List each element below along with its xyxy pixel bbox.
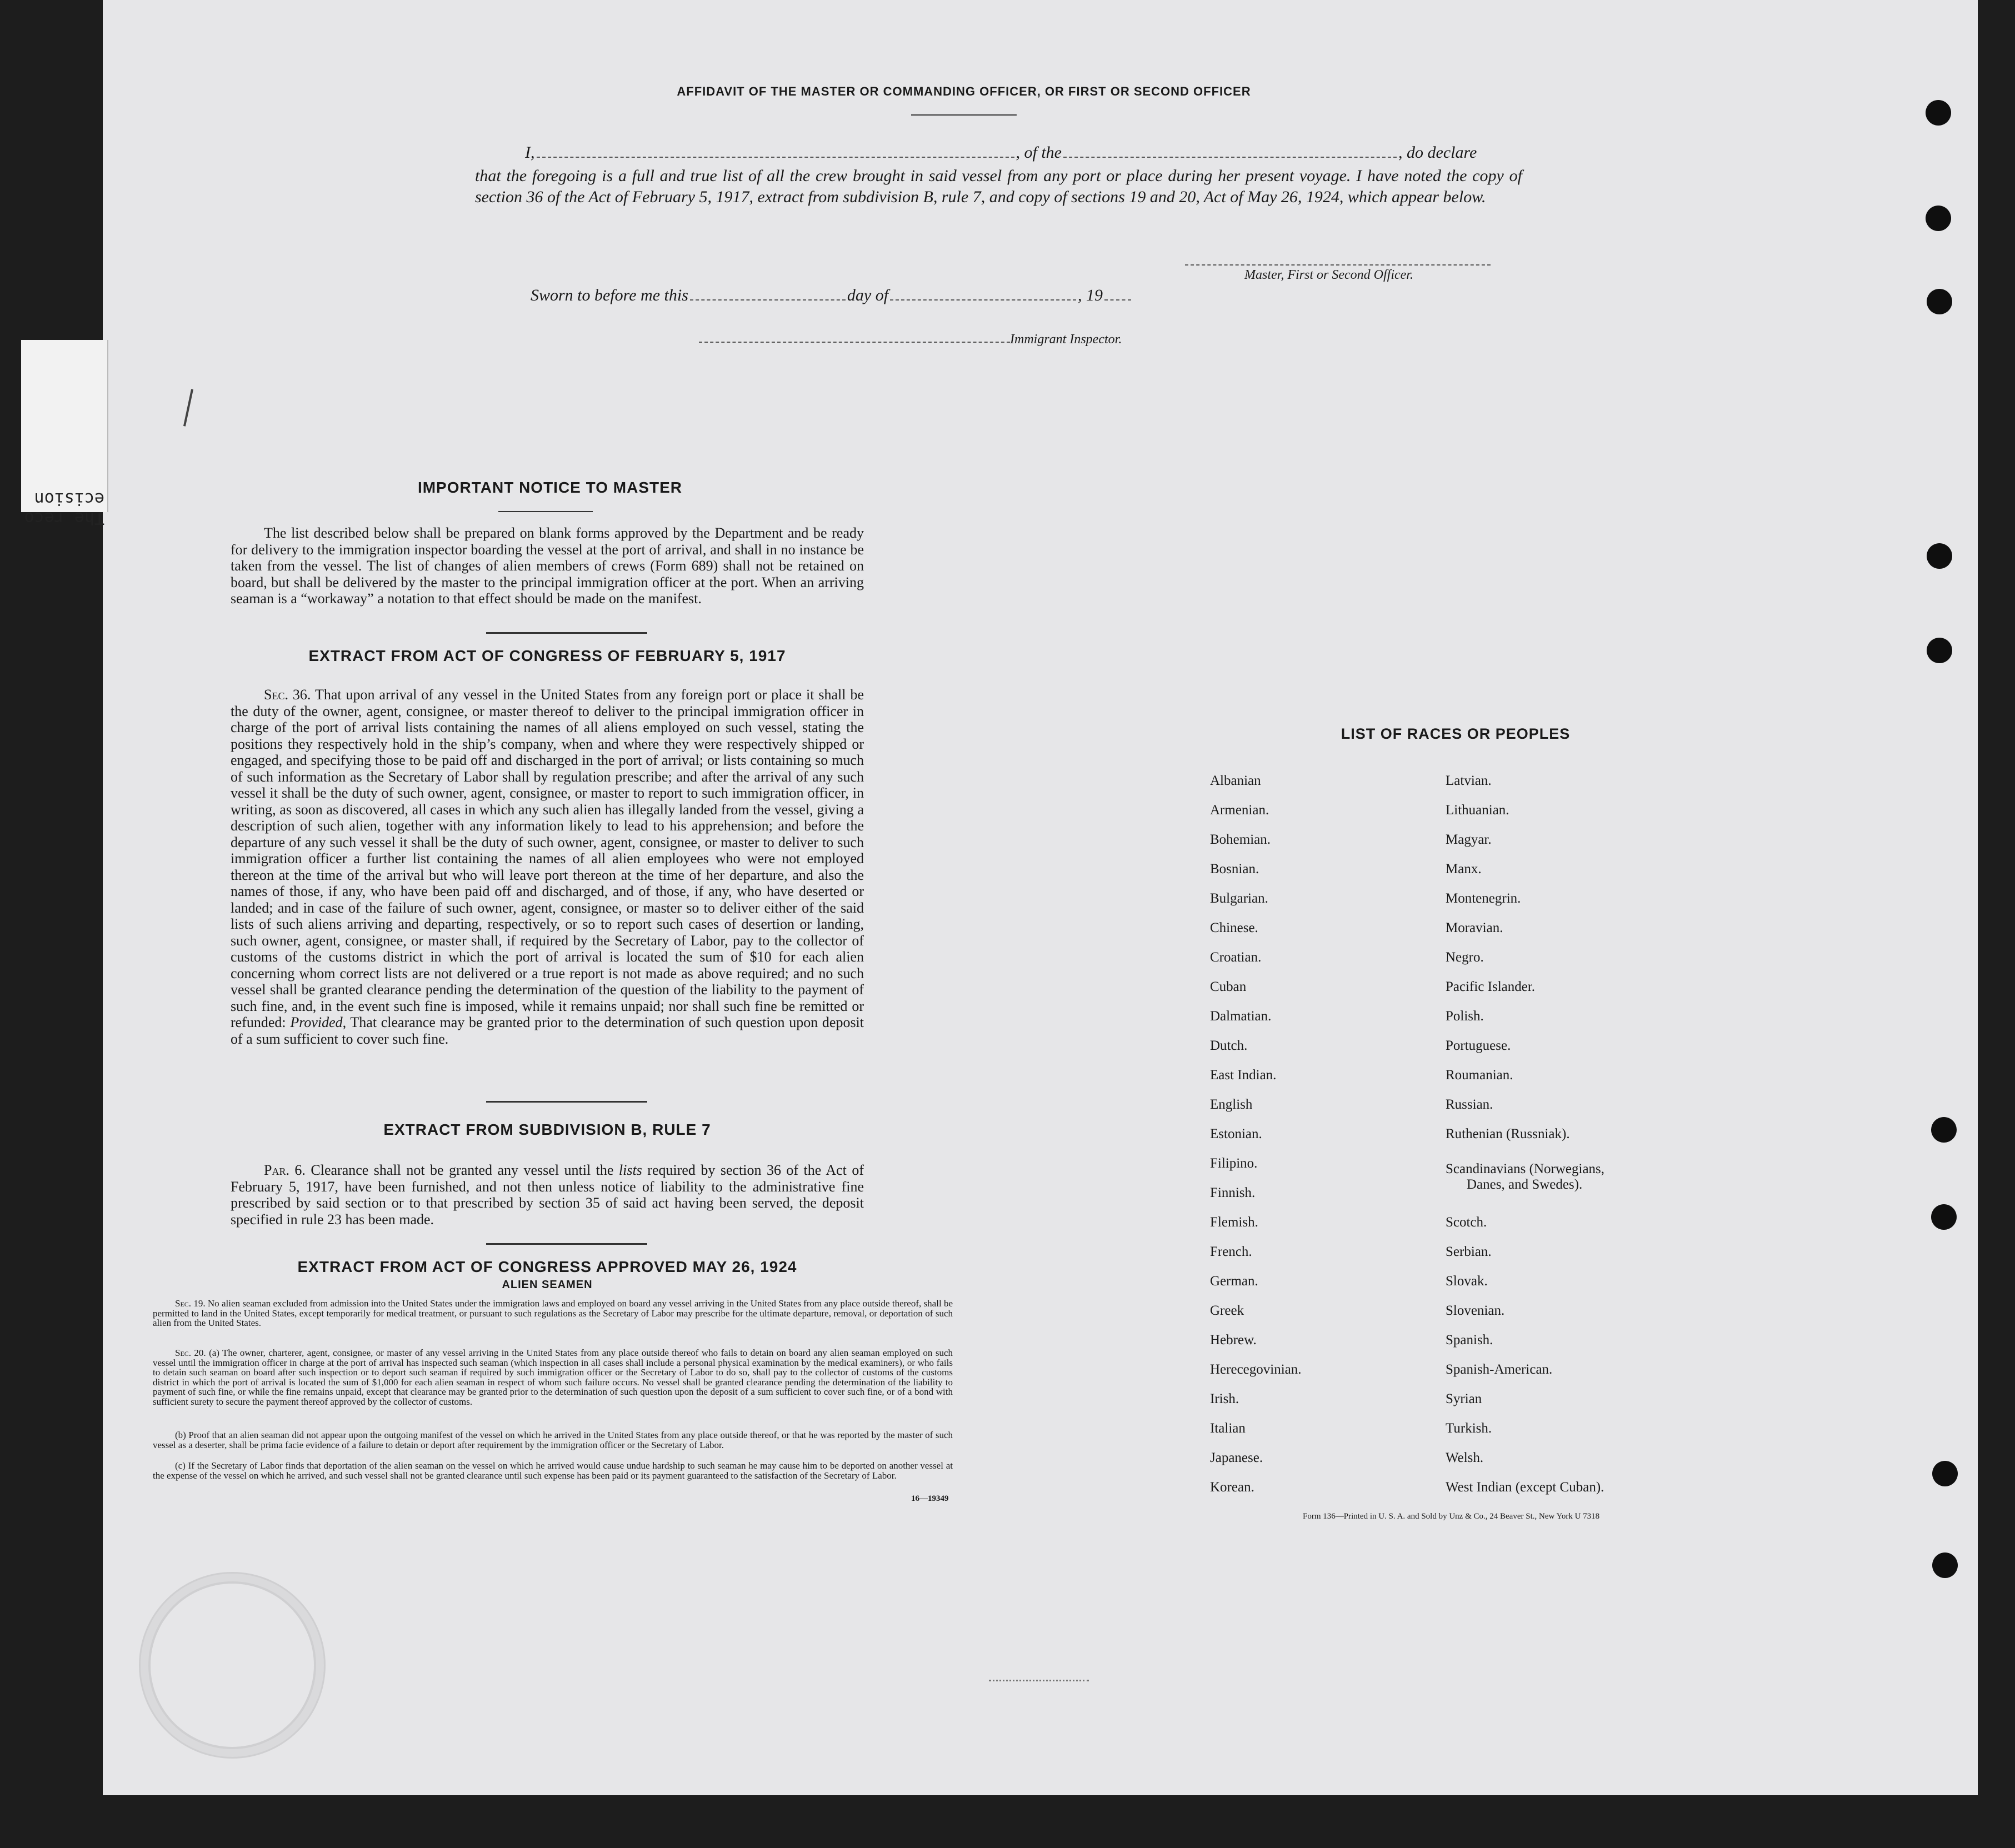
race-item: Roumanian. xyxy=(1446,1068,1513,1083)
affidavit-declaration-line xyxy=(525,143,1477,162)
race-item: Herecegovinian. xyxy=(1210,1362,1302,1377)
race-item: Albanian xyxy=(1210,773,1261,788)
race-item: Montenegrin. xyxy=(1446,891,1521,906)
race-item: Slovenian. xyxy=(1446,1303,1505,1318)
form-code: 16—19349 xyxy=(911,1494,949,1503)
sec-36-text-end: That clearance may be granted prior to the determination of such question upon deposit of a sum sufficient to cover such fine. xyxy=(231,1014,864,1047)
sec-19 xyxy=(153,1299,953,1328)
race-item: Irish. xyxy=(1210,1391,1239,1406)
race-item: Armenian. xyxy=(1210,803,1269,818)
race-item: Scandinavians (Norwegians, xyxy=(1446,1161,1605,1176)
race-item: Spanish-American. xyxy=(1446,1362,1553,1377)
race-item: Moravian. xyxy=(1446,920,1503,935)
race-item: Slovak. xyxy=(1446,1274,1488,1289)
race-item: Flemish. xyxy=(1210,1215,1258,1230)
inspector-caption: Immigrant Inspector. xyxy=(1010,332,1122,347)
vessel-blank[interactable] xyxy=(1063,154,1397,158)
race-item: Estonian. xyxy=(1210,1126,1262,1141)
race-item: Lithuanian. xyxy=(1446,803,1509,818)
punch-hole xyxy=(1926,100,1951,126)
tab-text-line: ecision xyxy=(34,489,104,508)
section-rule xyxy=(486,1101,647,1103)
race-item: Dutch. xyxy=(1210,1038,1248,1053)
races-title: LIST OF RACES OR PEOPLES xyxy=(1341,725,1571,742)
affidavit-title: AFFIDAVIT OF THE MASTER OR COMMANDING OFFICER, OR FIRST OR SECOND OFFICER xyxy=(677,84,1251,98)
sec-36-text: That upon arrival of any vessel in the United States from any foreign port or place it shall be the duty of the owner, agent, consignee, or master thereof to deliver to the principal immigration officer in charge of the port of arrival lists containing the names of all aliens employed on such vessel, stating the positions they respectively hold in the ship’s company, when and where they were respectively shipped or engaged, and specifying those to be paid off and discharged in the port of arrival; or lists containing so much of such information as the Secretary of Labor shall by regulation prescribe; and after the arrival of any such vessel it shall be the duty of such owner, agent, consignee, or master to report to such immigration officer, in writing, as soon as discovered, all cases in which any such alien has illegally landed from the vessel, giving a description of such alien, together with any information likely to lead to his apprehension; and before the departure of any such vessel it shall be the duty of such owner, agent, consignee, or master to deliver to such immigration officer a further list containing the names of all alien employees who were not employed thereon at the time of the arrival but who will leave port thereon at the time of her departure, and also the names of those, if any, who have been paid off and discharged, and of those, if any, who have deserted or landed; and in case of the failure of such owner, agent, consignee, or master so to deliver either of the said lists of such aliens arriving and departing, respectively, or so to report such cases of desertion or landing, such owner, agent, consignee, or master shall, if required by the Secretary of Labor, pay to the collector of customs of the customs district in which the port of arrival is located the sum of $10 for each alien concerning whom correct lists are not delivered or a true report is not made as above required; and no such vessel shall be granted clearance pending the determination of the question of the liability to the payment of such fine, and, in the event such fine is imposed, while it remains unpaid; nor shall such fine be remitted or refunded: xyxy=(231,687,864,1030)
tab-text xyxy=(21,489,104,528)
race-item: West Indian (except Cuban). xyxy=(1446,1480,1604,1495)
race-item: Bulgarian. xyxy=(1210,891,1268,906)
par-6-text: Clearance shall not be granted any vessel until the xyxy=(311,1162,614,1178)
notice-body: The list described below shall be prepared on blank forms approved by the Department and be ready for delivery to the immigration inspector boarding the vessel at the port of arrival, and shall in no instance be taken from the vessel. The list of changes of alien members of crews (Form 689) shall not be retained on board, but shall be delivered by the master to the principal immigration officer at the port. When an arriving seaman is a “workaway” a notation to that effect should be made on the manifest. xyxy=(231,525,864,607)
race-item: Magyar. xyxy=(1446,832,1492,847)
sec-20a-text: (a) The owner, charterer, agent, consignee, or master of any vessel arriving in the United States from any place outside thereof who fails to detain on board any alien seaman employed on such vessel until the immigration officer in charge at the port of arrival has inspected such seaman (which inspection in all cases shall include a personal physical examination by the medical examiners), or who fails to detain such seaman on board after such inspection or to deport such seaman if required by such immigration officer or the Secretary of Labor to do so, shall pay to the collector of customs of the customs district in which the port of arrival is located the sum of $1,000 for each alien seaman in respect of whom such failure occurs. No vessel shall be granted clearance pending the determination of the liability to payment of such fine, or while the fine remains unpaid, except that clearance may be granted prior to the determination of such question upon the deposit of a sum sufficient to cover such fine, or of a bond with sufficient surety to secure the payment thereof approved by the collector of customs. xyxy=(153,1348,953,1407)
name-blank[interactable] xyxy=(537,154,1014,158)
race-item: Croatian. xyxy=(1210,950,1262,965)
sec-20c: (c) If the Secretary of Labor finds that deportation of the alien seaman on the vessel on which he arrived would cause undue hardship to such seaman he may cause him to be deported on another vessel at the expense of the vessel on which he arrived, and such vessel shall not be granted clearance until such expense has been paid or its payment guaranteed to the satisfaction of the Secretary of Labor. xyxy=(153,1460,953,1481)
race-item: Ruthenian (Russniak). xyxy=(1446,1126,1570,1141)
embossed-seal xyxy=(139,1572,326,1759)
affidavit-body: that the foregoing is a full and true list of all the crew brought in said vessel from any port or place during her present voyage. I have noted the copy of section 36 of the Act of February 5, 1917, extract from subdivision B, rule 7, and copy of sections 19 and 20, Act of May 26, 1924, which appear below. xyxy=(475,167,1522,206)
master-signature-line[interactable] xyxy=(1185,262,1491,266)
sec-19-label: Sec. 19. xyxy=(175,1298,206,1309)
sec-36-label: Sec. 36. xyxy=(264,687,311,703)
race-item: Scotch. xyxy=(1446,1215,1487,1230)
race-item: Bosnian. xyxy=(1210,862,1259,877)
race-item: Russian. xyxy=(1446,1097,1493,1112)
sec-20b: (b) Proof that an alien seaman did not appear upon the outgoing manifest of the vessel on which he arrived in the United States from any place outside thereof, or that he was reported by the master of such vessel as a deserter, shall be prima facie evidence of a failure to detain or deport after requirement by the immigration officer or the Secretary of Labor. xyxy=(153,1430,953,1450)
extract-rule7-body xyxy=(231,1162,864,1228)
punch-hole xyxy=(1931,1204,1957,1230)
attached-tab xyxy=(21,340,108,512)
race-item: Bohemian. xyxy=(1210,832,1271,847)
sworn-day-blank[interactable] xyxy=(690,297,846,301)
extract-1917-title: EXTRACT FROM ACT OF CONGRESS OF FEBRUARY 5, 1917 xyxy=(308,647,786,664)
day-of-text: day of xyxy=(847,286,889,304)
sworn-month-blank[interactable] xyxy=(890,297,1076,301)
race-item: Finnish. xyxy=(1210,1185,1256,1200)
affidavit-do-declare: , do declare xyxy=(1398,143,1477,162)
race-item: Polish. xyxy=(1446,1009,1484,1024)
race-item: Hebrew. xyxy=(1210,1333,1257,1348)
race-item: Japanese. xyxy=(1210,1450,1263,1465)
master-caption: Master, First or Second Officer. xyxy=(1244,268,1413,282)
affidavit-i: I, xyxy=(525,143,535,162)
affidavit-of-the: , of the xyxy=(1016,143,1062,162)
punch-hole xyxy=(1927,638,1952,663)
section-rule xyxy=(486,632,647,634)
race-item: Dalmatian. xyxy=(1210,1009,1272,1024)
inspector-signature-line[interactable] xyxy=(699,339,1010,343)
race-item: Korean. xyxy=(1210,1480,1254,1495)
race-item: Manx. xyxy=(1446,862,1482,877)
punch-hole xyxy=(1926,206,1951,231)
race-item: Serbian. xyxy=(1446,1244,1492,1259)
year-text: , 19 xyxy=(1078,286,1103,304)
race-item: English xyxy=(1210,1097,1253,1112)
notice-title: IMPORTANT NOTICE TO MASTER xyxy=(417,479,683,496)
race-item: Chinese. xyxy=(1210,920,1258,935)
race-item: Turkish. xyxy=(1446,1421,1492,1436)
race-item: Welsh. xyxy=(1446,1450,1484,1465)
notice-rule xyxy=(498,511,593,512)
punch-hole xyxy=(1932,1552,1958,1578)
sworn-line xyxy=(531,286,1133,305)
punch-hole xyxy=(1931,1117,1957,1143)
section-rule xyxy=(486,1243,647,1245)
race-item: Portuguese. xyxy=(1446,1038,1511,1053)
punch-hole xyxy=(1932,1461,1958,1486)
race-item: Latvian. xyxy=(1446,773,1492,788)
sec-20-label: Sec. 20. xyxy=(175,1348,206,1358)
race-item: Italian xyxy=(1210,1421,1246,1436)
lists-text: lists xyxy=(618,1162,642,1178)
sec-20a xyxy=(153,1348,953,1407)
race-item-continued: Danes, and Swedes). xyxy=(1467,1177,1583,1192)
punch-hole xyxy=(1927,543,1952,569)
par-6-text-end: required by section 36 of the Act of February 5, 1917, have been furnished, and not then unless notice of liability to the administrative fine prescribed by said section or to that prescribed by section 35 of said act having been served, the deposit specified in rule 23 has been made. xyxy=(231,1162,864,1228)
title-rule xyxy=(911,114,1017,116)
race-item: Greek xyxy=(1210,1303,1244,1318)
tab-text-line: The reco xyxy=(24,508,104,528)
race-item: Filipino. xyxy=(1210,1156,1258,1171)
extract-1924-title: EXTRACT FROM ACT OF CONGRESS APPROVED MAY 26, 1924 xyxy=(297,1258,797,1275)
sworn-year-blank[interactable] xyxy=(1104,297,1131,301)
race-item: Syrian xyxy=(1446,1391,1482,1406)
race-item: French. xyxy=(1210,1244,1252,1259)
sworn-text: Sworn to before me this xyxy=(531,286,688,304)
punch-hole xyxy=(1927,289,1952,314)
race-item: Cuban xyxy=(1210,979,1247,994)
par-6-label: Par. 6. xyxy=(264,1162,306,1178)
race-item: Pacific Islander. xyxy=(1446,979,1536,994)
extract-1917-body xyxy=(231,687,864,1047)
extract-rule7-title: EXTRACT FROM SUBDIVISION B, RULE 7 xyxy=(383,1121,711,1138)
pencil-mark xyxy=(989,1677,1089,1681)
race-item: German. xyxy=(1210,1274,1258,1289)
extract-1924-subtitle: ALIEN SEAMEN xyxy=(502,1279,593,1291)
race-item: Negro. xyxy=(1446,950,1484,965)
sec-19-text: No alien seaman excluded from admission into the United States under the immigration laws and employed on board any vessel arriving in the United States from any place outside thereof, shall be permitted to land in the United States, except temporarily for medical treatment, or pursuant to such regulations as the Secretary of Labor may prescribe for the ultimate departure, removal, or deportation of such alien from the United States. xyxy=(153,1298,953,1329)
provided-text: Provided, xyxy=(290,1014,347,1030)
race-item: Spanish. xyxy=(1446,1333,1493,1348)
printer-footer: Form 136—Printed in U. S. A. and Sold by Unz & Co., 24 Beaver St., New York U 7318 xyxy=(1303,1512,1600,1521)
race-item: East Indian. xyxy=(1210,1068,1277,1083)
